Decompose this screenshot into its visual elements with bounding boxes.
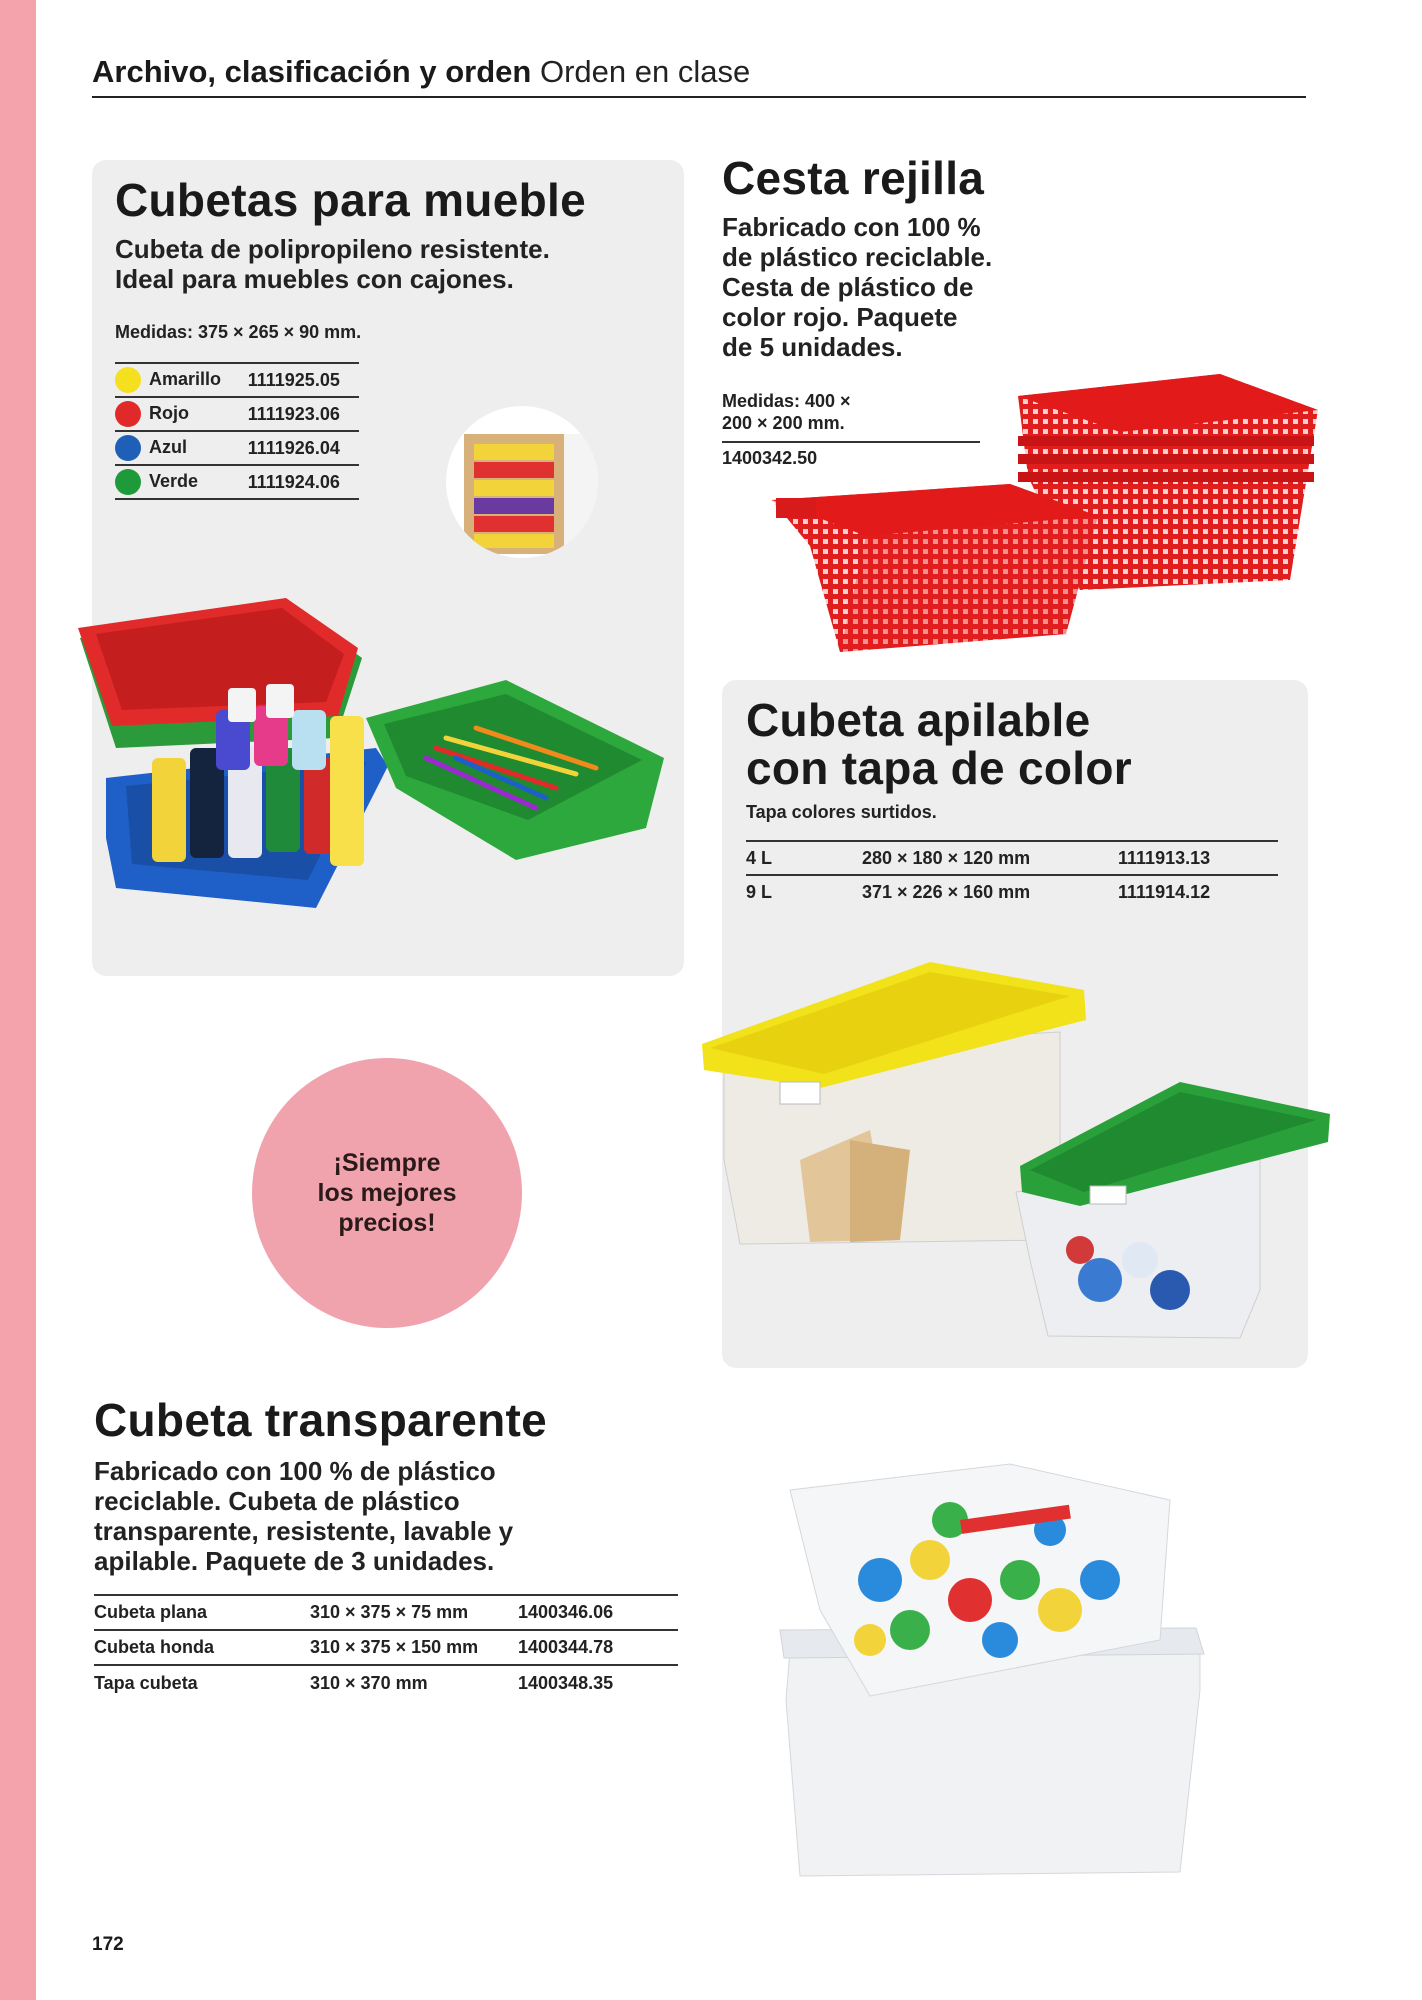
cubeta-transparente-title: Cubeta transparente [94, 1394, 548, 1446]
drawer-unit-image [444, 404, 600, 560]
apilable-code: 1111914.12 [1118, 875, 1278, 909]
cubeta-apilable-table [746, 840, 1278, 909]
variant-color-name: Verde [149, 470, 199, 491]
cubeta-apilable-note: Tapa colores surtidos. [746, 802, 937, 822]
cesta-rejilla-measures: Medidas: 400 × 200 × 200 mm. [722, 391, 851, 433]
cubetas-mueble-description: Cubeta de polipropileno resistente. Ideal para muebles con cajones. [115, 234, 550, 294]
variant-color-cell [115, 465, 242, 499]
variant-color-cell [115, 431, 242, 465]
cubetas-mueble-measures: Medidas: 375 × 265 × 90 mm. [115, 322, 362, 342]
color-swatch [115, 401, 141, 427]
apilable-row [746, 875, 1278, 909]
color-swatch [115, 367, 141, 393]
transparente-code: 1400348.35 [518, 1672, 614, 1693]
stackable-boxes-image [700, 960, 1332, 1340]
transparente-size: 310 × 375 × 75 mm [310, 1595, 518, 1630]
variant-row [115, 363, 359, 397]
cesta-rejilla-description: Fabricado con 100 % de plástico reciclable. Cesta de plástico de color rojo. Paquete de 5 unidades. [722, 212, 993, 362]
variant-code: 1111923.06 [242, 397, 359, 431]
apilable-row [746, 841, 1278, 875]
variant-color-name: Rojo [149, 402, 189, 423]
subsection-title: Orden en clase [540, 54, 751, 89]
cubeta-apilable-title-line1: Cubeta apilable [746, 694, 1091, 746]
color-swatch [115, 469, 141, 495]
apilable-code: 1111913.13 [1118, 841, 1278, 875]
variant-row [115, 397, 359, 431]
transparente-name: Cubeta honda [94, 1630, 310, 1665]
page-header [92, 52, 1306, 98]
apilable-size: 280 × 180 × 120 mm [862, 841, 1118, 875]
variant-row [115, 431, 359, 465]
transparente-name: Tapa cubeta [94, 1672, 198, 1693]
cubeta-apilable-title-line2: con tapa de color [746, 742, 1132, 794]
color-swatch [115, 435, 141, 461]
transparente-size: 310 × 375 × 150 mm [310, 1630, 518, 1665]
transparente-row [94, 1665, 678, 1700]
transparente-row [94, 1595, 678, 1630]
transparente-code: 1400344.78 [518, 1630, 678, 1665]
apilable-capacity: 4 L [746, 841, 862, 875]
cubeta-transparente-table [94, 1594, 678, 1700]
red-basket-image [770, 366, 1320, 656]
variant-row [115, 465, 359, 499]
apilable-size: 371 × 226 × 160 mm [862, 875, 1118, 909]
variant-code: 1111924.06 [242, 465, 359, 499]
transparente-code: 1400346.06 [518, 1595, 678, 1630]
variant-color-cell [115, 363, 242, 397]
transparente-name: Cubeta plana [94, 1595, 310, 1630]
page-number: 172 [92, 1934, 124, 1955]
section-title: Archivo, clasificación y orden [92, 54, 532, 89]
best-prices-badge [252, 1058, 522, 1328]
variant-color-name: Azul [149, 436, 187, 457]
cubetas-mueble-title: Cubetas para mueble [115, 174, 586, 226]
transparent-boxes-image [760, 1460, 1210, 1880]
variant-color-cell [115, 397, 242, 431]
best-prices-text: ¡Siempre los mejores precios! [317, 1149, 457, 1237]
transparente-size: 310 × 370 mm [310, 1672, 428, 1693]
cubetas-mueble-variants-table [115, 362, 359, 500]
side-color-strip [0, 0, 36, 2000]
apilable-capacity: 9 L [746, 875, 862, 909]
variant-color-name: Amarillo [149, 368, 222, 389]
variant-code: 1111926.04 [242, 431, 359, 465]
colored-trays-image [76, 598, 666, 918]
transparente-row [94, 1630, 678, 1665]
cubeta-transparente-description: Fabricado con 100 % de plástico reciclable. Cubeta de plástico transparente, resistente, lavable y apilable. Paquete de 3 unidades. [94, 1456, 514, 1576]
variant-code: 1111925.05 [242, 363, 359, 397]
cesta-rejilla-title: Cesta rejilla [722, 152, 985, 204]
cesta-rejilla-code: 1400342.50 [722, 448, 818, 468]
